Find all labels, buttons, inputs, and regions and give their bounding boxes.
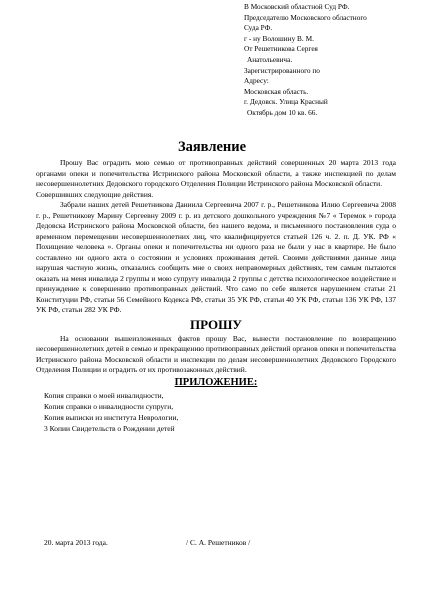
addressee-line: Анатольевича. <box>247 54 293 64</box>
document-title: Заявление <box>177 139 247 155</box>
document-body <box>36 158 396 435</box>
addressee-line: Зарегистрированного по <box>244 65 320 75</box>
addressee-line: г - ну Волошину В. М. <box>244 33 314 43</box>
request-heading: ПРОШУ <box>190 316 242 332</box>
attachment-item: Копия справки о инвалидности супруги, <box>44 401 174 411</box>
addressee-line: Октябрь дом 10 кв. 66. <box>247 107 318 117</box>
addressee-line: Московская область. <box>244 86 309 96</box>
paragraph-intro: Прошу Вас оградить мою семью от противоправных действий совершенных 20 марта 2013 года органами опеки и попечительства Истринского района Московской области, а также инспекцией по делам несовершеннолетних Дедовского городского Отделения Полиции Истринского района Московской области. <box>36 158 396 188</box>
addressee-line: г. Дедовск. Улица Красный <box>244 97 328 107</box>
addressee-line: Адресу: <box>244 76 269 86</box>
document-footer <box>44 538 384 548</box>
attachment-item: 3 Копии Свидетельств о Рождении детей <box>44 424 175 434</box>
addressee-line: В Московский областной Суд РФ. <box>244 2 350 11</box>
addressee-line: Председателю Московского областного <box>244 12 367 22</box>
attachment-item: Копия выписки из института Неврологии, <box>44 413 179 423</box>
paragraph-intro-tail: Совершивших следующие действия. <box>36 189 154 199</box>
attachments-heading: ПРИЛОЖЕНИЕ: <box>174 376 258 388</box>
footer-date: 20. марта 2013 года. <box>44 538 108 547</box>
paragraph-request: На основании вышеизложенных фактов прошу Вас, вынести постановление по возвращению несовершеннолетних детей в семью и прекращению противоправных действий органов опеки и попечительства Истринского района Московской области и инспекции по делам несовершеннолетних Дедовского Городского Отделения Полиции и оградить от их противозаконных действий. <box>36 333 396 374</box>
paragraph-facts: Забрали наших детей Решетникова Даниила Сергеевича 2007 г. р., Решетникова Илию Сергеевича 2008 г. р., Решетникову Марину Сергеевну 2009 г. р. из детского дошкольного учреждения №7 « Теремок » города Дедовска Истринского района Московской области, без нашего ведома, и письменного постановления суда о временном перемещении несовершеннолетних лиц, что квалифицируется статьей 126 ч. 2. п. Д. УК. РФ « Похищение человека ». Органы опеки и попечительства ни одного раза не были у нас в квартире. Не было составлено ни одного акта о состоянии и условиях проживания детей. Своими действиями данные лица нарушая частную жизнь, отказались сообщить мне о своих неправомерных действиях, тем самым пытаются оказать на меня инвалида 2 группы и мою супругу инвалида 2 группы с детства психологическое воздействие и принуждение к совершению противоправных действий. Что само по себе является нарушением статьи 21 Конституции РФ, статьи 56 Семейного Кодекса РФ, статьи 35 УК РФ, статьи 40 УК РФ, статьи 136 УК РФ, 137 УК РФ, статьи 282 УК РФ. <box>36 200 396 314</box>
addressee-block <box>244 2 420 119</box>
attachment-item: Копия справки о моей инвалидности, <box>44 390 164 400</box>
addressee-line: Суда РФ. <box>244 23 273 33</box>
footer-signature: / С. А. Решетников / <box>186 538 251 547</box>
attachments-list <box>36 390 396 435</box>
addressee-line: От Решетникова Сергея <box>244 44 318 54</box>
